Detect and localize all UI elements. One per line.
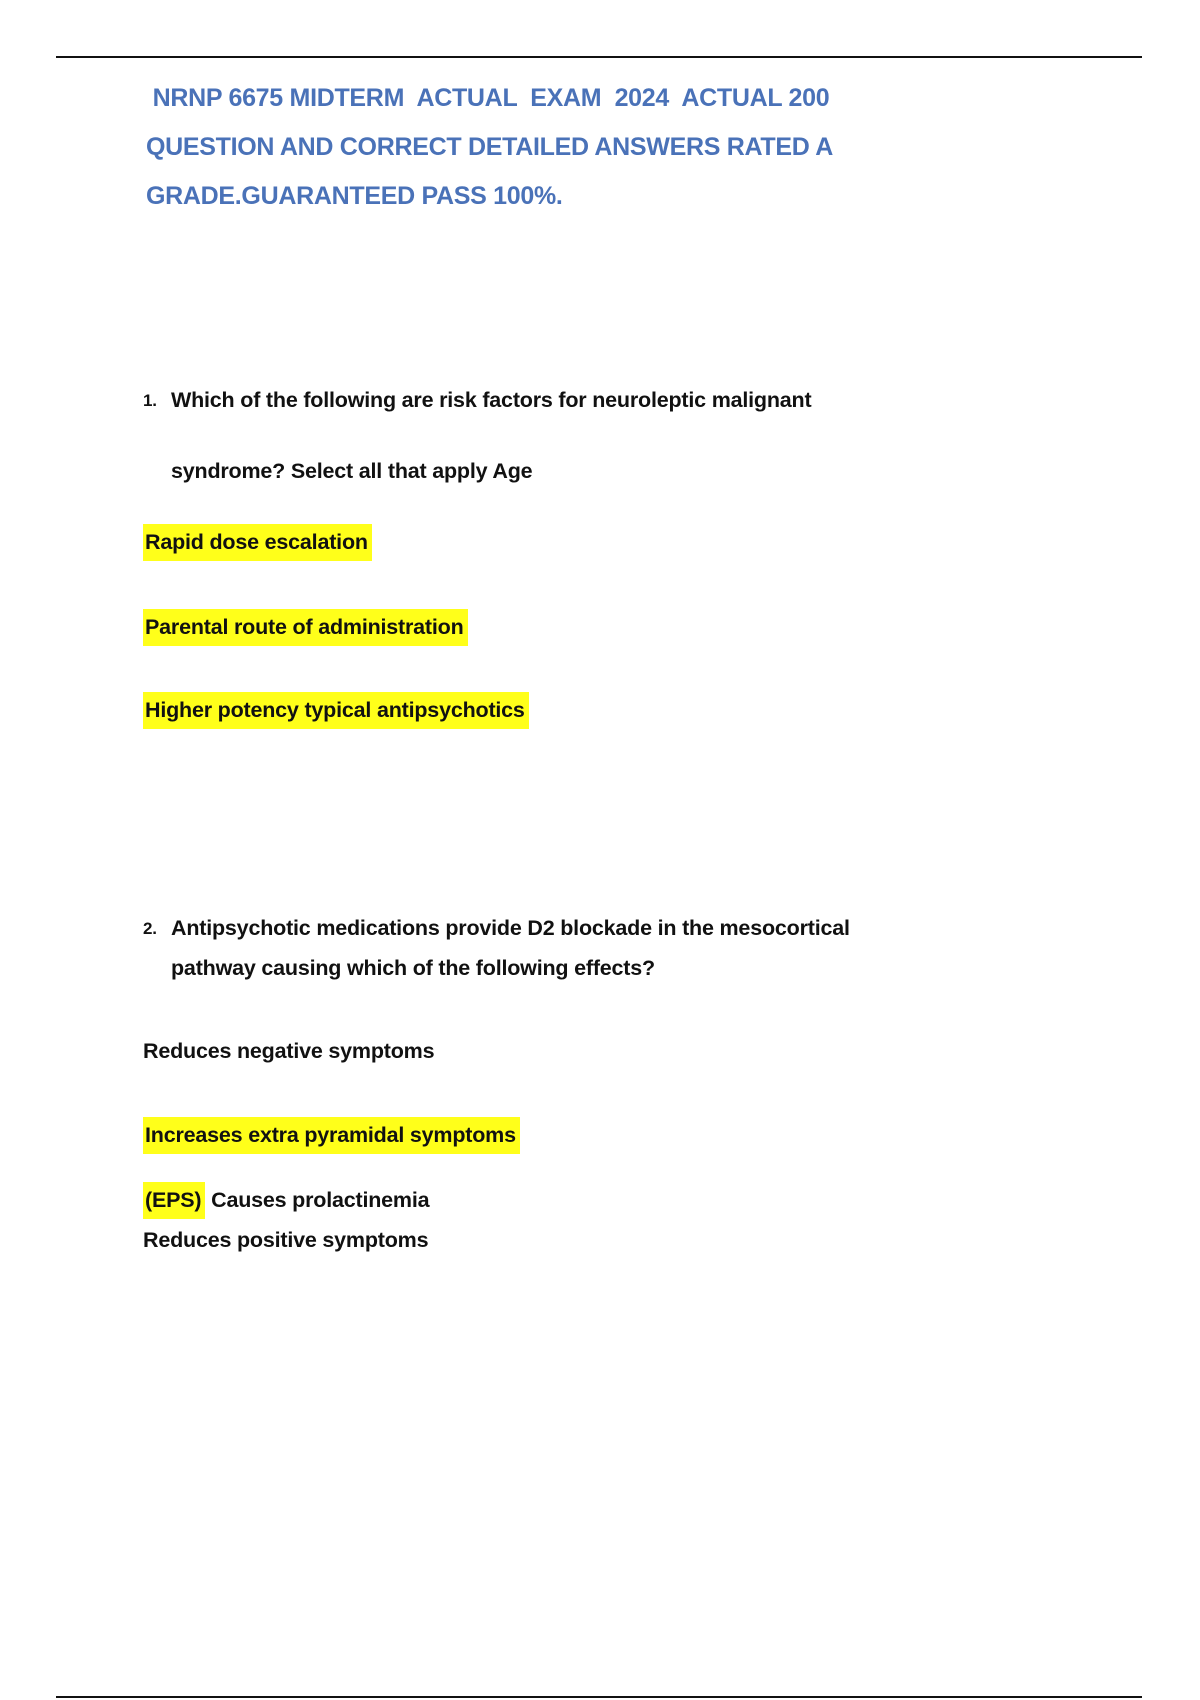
highlighted-answer: (EPS) bbox=[143, 1182, 205, 1219]
question-text: Which of the following are risk factors for neuroleptic malignant bbox=[171, 388, 812, 412]
question-text: pathway causing which of the following effects? bbox=[171, 956, 655, 980]
document-title-line-2: QUESTION AND CORRECT DETAILED ANSWERS RATED A bbox=[146, 133, 833, 161]
question-text: syndrome? Select all that apply Age bbox=[171, 459, 533, 483]
highlighted-answer: Rapid dose escalation bbox=[143, 524, 372, 561]
highlighted-answer: Higher potency typical antipsychotics bbox=[143, 692, 529, 729]
document-title-line-1: NRNP 6675 MIDTERM ACTUAL EXAM 2024 ACTUAL 200 bbox=[146, 84, 830, 112]
answer: Causes prolactinemia bbox=[205, 1188, 430, 1212]
question-text: Antipsychotic medications provide D2 blockade in the mesocortical bbox=[171, 916, 850, 940]
highlighted-answer: Parental route of administration bbox=[143, 609, 468, 646]
highlighted-answer: Increases extra pyramidal symptoms bbox=[143, 1117, 520, 1154]
question-number: 1. bbox=[143, 391, 157, 410]
question-number: 2. bbox=[143, 919, 157, 938]
bottom-rule bbox=[56, 1696, 1142, 1698]
document-title-line-3: GRADE.GUARANTEED PASS 100%. bbox=[146, 182, 563, 210]
answer: Reduces positive symptoms bbox=[143, 1228, 429, 1252]
top-rule bbox=[56, 56, 1142, 58]
answer: Reduces negative symptoms bbox=[143, 1039, 435, 1063]
